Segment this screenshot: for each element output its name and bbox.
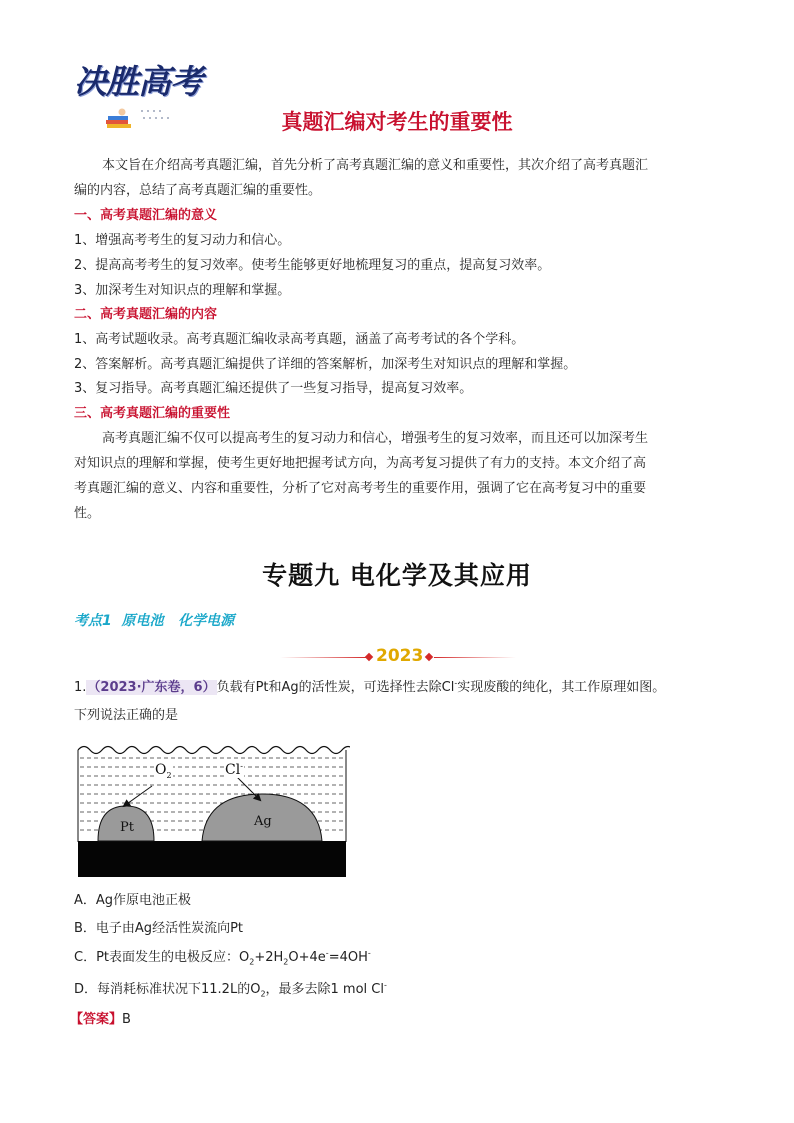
conclusion-line2: 对知识点的理解和掌握，使考生更好地把握考试方向，为高考复习提供了有力的支持。本文介绍了高: [74, 456, 647, 471]
section1-heading: 一、高考真题汇编的意义: [74, 208, 218, 223]
option-b: B．电子由Ag经活性炭流向Pt: [74, 921, 244, 936]
conclusion-line3: 考真题汇编的意义、内容和重要性，分析了它对高考考生的重要作用，强调了它在高考复习中的重要: [74, 481, 647, 496]
question-stem-line2: 下列说法正确的是: [74, 708, 179, 723]
question-stem-part2: 实现废酸的纯化，其工作原理如图。: [457, 680, 666, 695]
answer-value: B: [122, 1012, 131, 1027]
chapter-title: 专题九 电化学及其应用: [262, 561, 532, 590]
intro-paragraph-line1: 本文旨在介绍高考真题汇编，首先分析了高考真题汇编的意义和重要性，其次介绍了高考真题汇: [102, 158, 649, 173]
section1-item3: 3、加深考生对知识点的理解和掌握。: [74, 283, 291, 298]
topic-heading: 考点1 原电池 化学电源: [74, 613, 235, 629]
answer-label: 【答案】: [70, 1012, 123, 1027]
year-divider: [280, 648, 516, 668]
divider-line-right: [434, 657, 516, 658]
section2-item1: 1、高考试题收录。高考真题汇编收录高考真题，涵盖了高考考试的各个学科。: [74, 332, 525, 347]
divider-diamond-right: [425, 653, 433, 661]
page-title: 真题汇编对考生的重要性: [281, 110, 513, 134]
divider-line-left: [280, 657, 366, 658]
question-number: 1.: [74, 680, 87, 695]
section2-heading: 二、高考真题汇编的内容: [74, 307, 218, 322]
section2-item2: 2、答案解析。高考真题汇编提供了详细的答案解析，加深考生对知识点的理解和掌握。: [74, 357, 577, 372]
question-source-tag: （2023·广东卷，6）: [87, 680, 216, 695]
section1-item1: 1、增强高考考生的复习动力和信心。: [74, 233, 291, 248]
divider-diamond-left: [365, 653, 373, 661]
conclusion-line1: 高考真题汇编不仅可以提高考生的复习动力和信心，增强考生的复习效率，而且还可以加深考生: [102, 431, 649, 446]
liquid-surface: [78, 747, 350, 754]
section1-item2: 2、提高高考考生的复习效率。使考生能够更好地梳理复习的重点，提高复习效率。: [74, 258, 551, 273]
conclusion-line4: 性。: [74, 506, 101, 521]
question-stem-sup: -: [454, 678, 458, 688]
question-stem-part1: 负载有Pt和Ag的活性炭，可选择性去除Cl: [216, 680, 455, 695]
section3-heading: 三、高考真题汇编的重要性: [74, 406, 231, 421]
option-a: A．Ag作原电池正极: [74, 893, 192, 908]
label-cl: Cl-: [225, 761, 243, 778]
question-stem: [74, 680, 665, 696]
intro-paragraph-line2: 编的内容，总结了高考真题汇编的重要性。: [74, 183, 322, 198]
section2-item3: 3、复习指导。高考真题汇编还提供了一些复习指导，提高复习效率。: [74, 381, 473, 396]
year-label: 2023: [376, 646, 424, 666]
option-c: C．Pt表面发生的电极反应：$O_2+2H_2O+4e^-=4OH^-$: [74, 948, 371, 967]
label-o2: $O_2$: [155, 762, 172, 780]
electrode-diagram: [74, 740, 350, 878]
electrode-diagram-svg: [74, 740, 350, 878]
label-pt: Pt: [120, 820, 134, 835]
option-d: D．每消耗标准状况下11.2L的$O_2$，最多去除1 mol Cl-: [74, 980, 387, 999]
carbon-base: [78, 841, 346, 877]
answer: [70, 1012, 131, 1028]
logo-text: 决胜高考: [74, 62, 202, 101]
label-ag: Ag: [254, 814, 272, 829]
